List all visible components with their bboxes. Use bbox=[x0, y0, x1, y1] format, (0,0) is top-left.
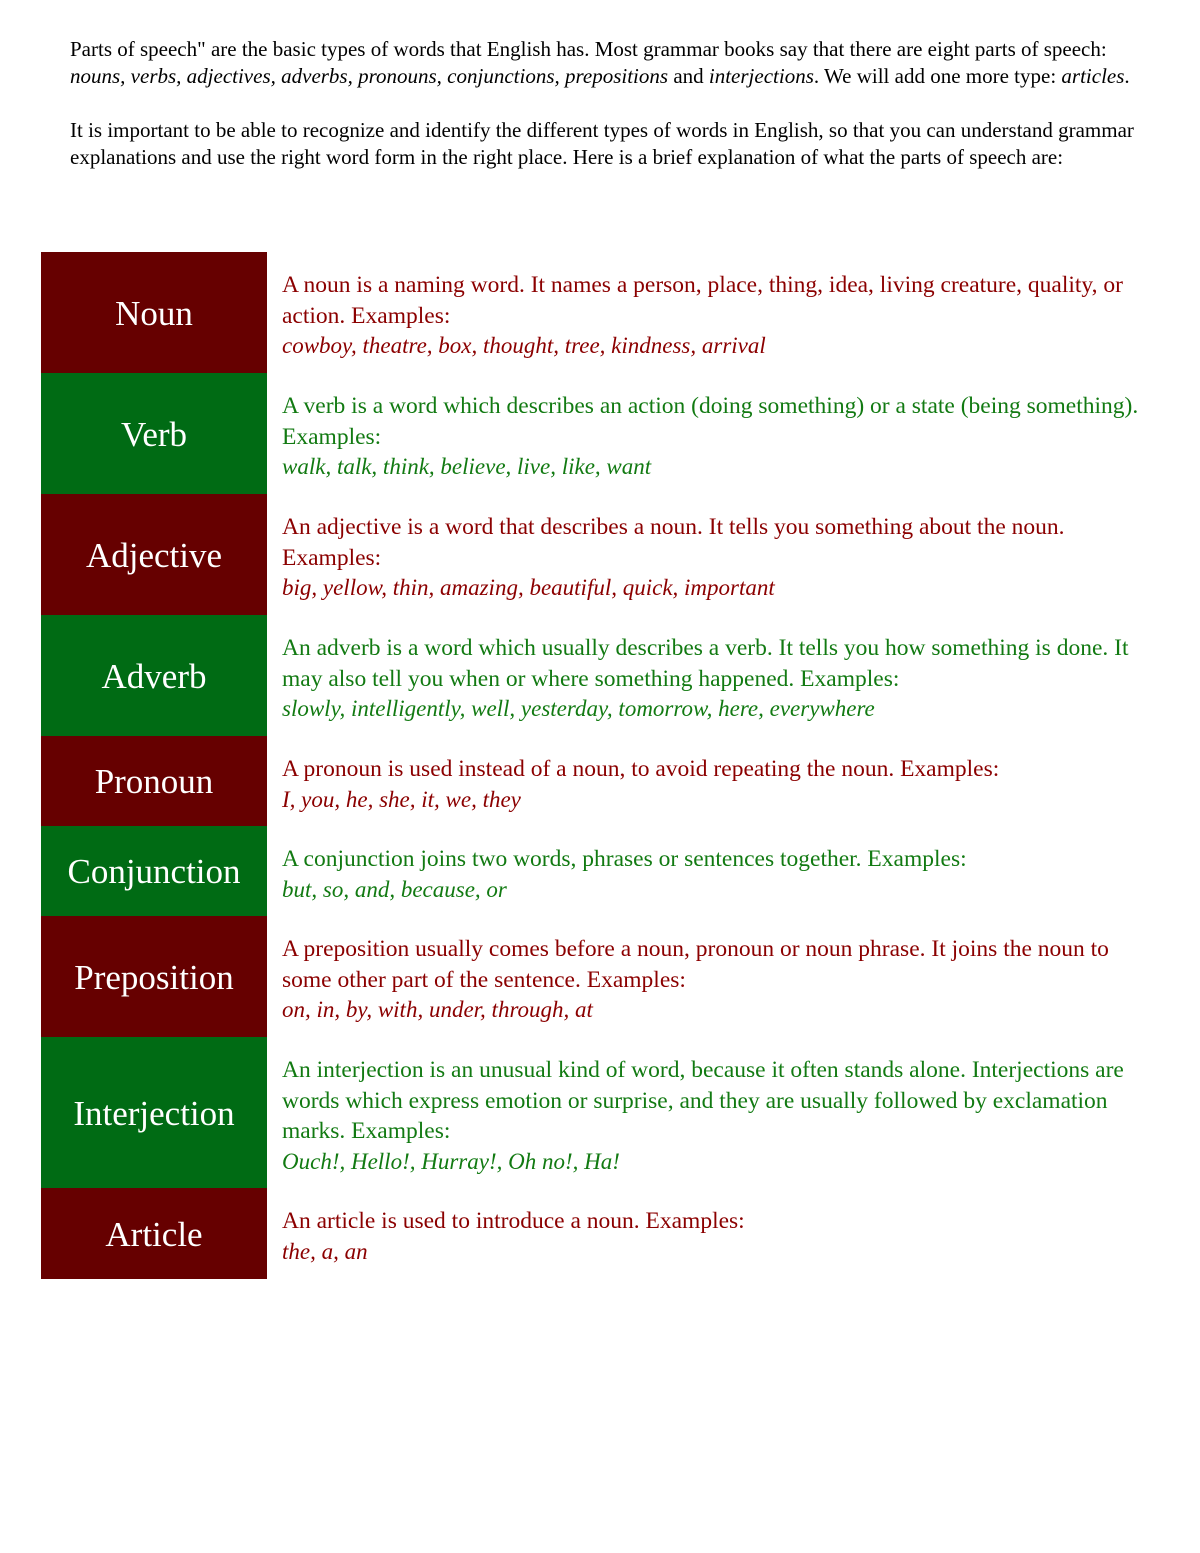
pos-definition: An interjection is an unusual kind of word, because it often stands alone. Interjections are words which express emotion or surprise, and they are usually followed by exclamation marks. Examples: bbox=[282, 1057, 1124, 1144]
pos-label: Preposition bbox=[41, 916, 267, 1037]
pos-definition: A preposition usually comes before a noun, pronoun or noun phrase. It joins the noun to some other part of the sentence. Examples: bbox=[282, 936, 1109, 993]
pos-examples: Ouch!, Hello!, Hurray!, Oh no!, Ha! bbox=[282, 1148, 620, 1174]
intro-p1-list: nouns, verbs, adjectives, adverbs, pronouns, conjunctions, prepositions bbox=[70, 64, 669, 88]
pos-row-article bbox=[41, 1188, 1151, 1279]
pos-label: Pronoun bbox=[41, 736, 267, 826]
intro-p1-last: interjections bbox=[708, 64, 814, 88]
pos-description bbox=[267, 615, 1151, 736]
pos-label: Conjunction bbox=[41, 826, 267, 916]
intro-p1-mid: . We will add one more type: bbox=[813, 64, 1062, 88]
intro-text bbox=[70, 36, 1150, 198]
pos-examples: big, yellow, thin, amazing, beautiful, quick, important bbox=[282, 575, 775, 600]
pos-description bbox=[267, 494, 1151, 615]
pos-examples: slowly, intelligently, well, yesterday, tomorrow, here, everywhere bbox=[282, 696, 875, 721]
pos-definition: A pronoun is used instead of a noun, to avoid repeating the noun. Examples: bbox=[282, 756, 1000, 782]
pos-label: Interjection bbox=[41, 1037, 267, 1188]
intro-p1-articles: articles bbox=[1061, 64, 1125, 88]
pos-row-adverb bbox=[41, 615, 1151, 736]
pos-definition: A noun is a naming word. It names a person, place, thing, idea, living creature, quality, or action. Examples: bbox=[282, 272, 1123, 329]
pos-definition: An adjective is a word that describes a noun. It tells you something about the noun. Examples: bbox=[282, 514, 1065, 571]
intro-paragraph-1 bbox=[70, 36, 1150, 90]
pos-label: Noun bbox=[41, 252, 267, 373]
parts-of-speech-table bbox=[41, 252, 1151, 1279]
pos-row-interjection bbox=[41, 1037, 1151, 1188]
pos-row-preposition bbox=[41, 916, 1151, 1037]
pos-row-pronoun bbox=[41, 736, 1151, 826]
pos-description bbox=[267, 826, 1151, 916]
pos-label: Verb bbox=[41, 373, 267, 494]
pos-description bbox=[267, 736, 1151, 826]
pos-description bbox=[267, 252, 1151, 373]
pos-definition: A verb is a word which describes an action (doing something) or a state (being something). Examples: bbox=[282, 393, 1139, 450]
pos-definition: An adverb is a word which usually describes a verb. It tells you how something is done. It may also tell you when or where something happened. Examples: bbox=[282, 635, 1129, 692]
pos-row-adjective bbox=[41, 494, 1151, 615]
pos-examples: the, a, an bbox=[282, 1238, 368, 1264]
pos-examples: on, in, by, with, under, through, at bbox=[282, 997, 593, 1022]
intro-p1-start: Parts of speech" are the basic types of words that English has. Most grammar books say that there are eight parts of speech: bbox=[70, 37, 1107, 61]
pos-definition: An article is used to introduce a noun. Examples: bbox=[282, 1208, 745, 1234]
intro-p1-and: and bbox=[668, 64, 709, 88]
pos-examples: cowboy, theatre, box, thought, tree, kindness, arrival bbox=[282, 333, 766, 358]
pos-examples: walk, talk, think, believe, live, like, want bbox=[282, 454, 652, 479]
pos-row-noun bbox=[41, 252, 1151, 373]
pos-description bbox=[267, 916, 1151, 1037]
pos-description bbox=[267, 373, 1151, 494]
intro-p1-end: . bbox=[1124, 64, 1130, 88]
pos-row-conjunction bbox=[41, 826, 1151, 916]
pos-description bbox=[267, 1188, 1151, 1279]
pos-examples: I, you, he, she, it, we, they bbox=[282, 786, 521, 812]
pos-description bbox=[267, 1037, 1151, 1188]
pos-examples: but, so, and, because, or bbox=[282, 876, 507, 902]
pos-label: Adjective bbox=[41, 494, 267, 615]
pos-label: Article bbox=[41, 1188, 267, 1279]
pos-row-verb bbox=[41, 373, 1151, 494]
pos-definition: A conjunction joins two words, phrases or sentences together. Examples: bbox=[282, 846, 967, 872]
pos-label: Adverb bbox=[41, 615, 267, 736]
intro-paragraph-2: It is important to be able to recognize and identify the different types of words in English, so that you can understand grammar explanations and use the right word form in the right place. Here is a brief explanation of what the parts of speech are: bbox=[70, 118, 1134, 169]
